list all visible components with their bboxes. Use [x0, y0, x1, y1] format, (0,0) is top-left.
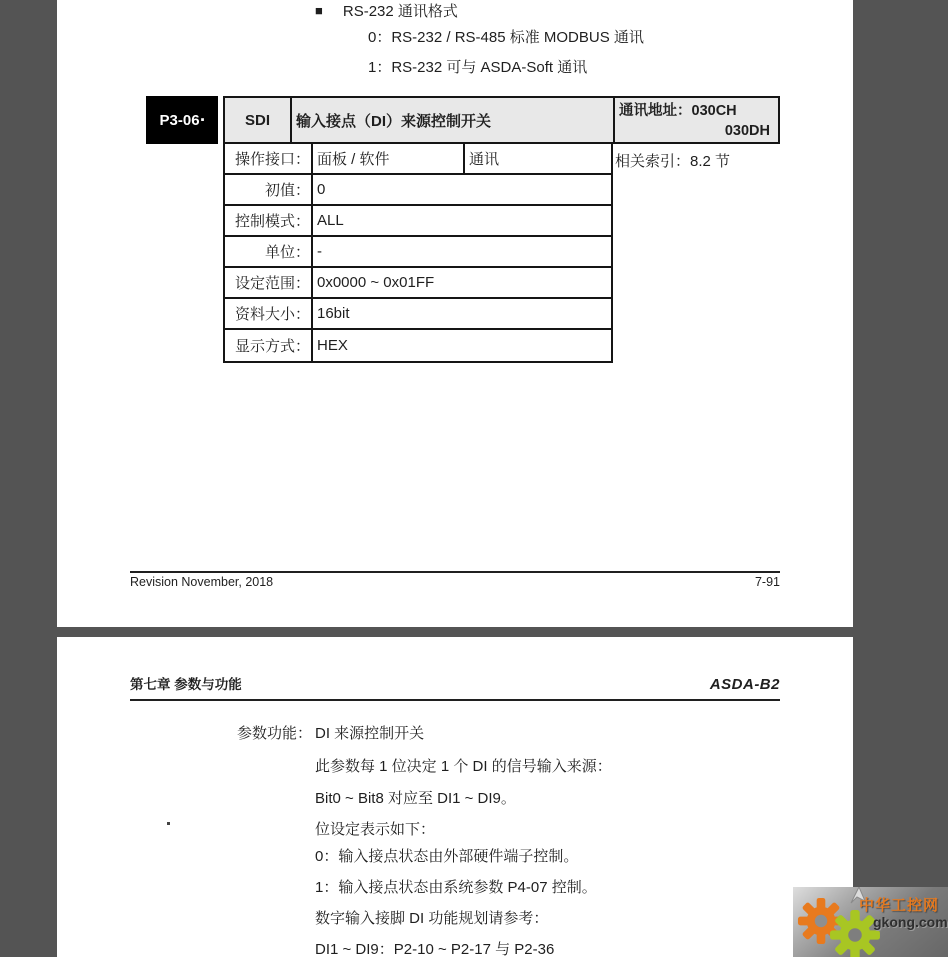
row-value: 面板 / 软件 — [313, 144, 465, 173]
param-abbr: SDI — [225, 98, 292, 142]
page-footer — [130, 575, 780, 589]
row-label: 设定范围： — [225, 268, 313, 297]
rs232-section-title — [315, 0, 458, 21]
row-value-2: 通讯 — [469, 151, 500, 168]
modified-marker-icon: ▪ — [200, 114, 205, 126]
table-row — [225, 299, 611, 330]
rs232-option-1: 1：RS-232 可与 ASDA-Soft 通讯 — [368, 59, 588, 76]
row-value: HEX — [317, 337, 348, 354]
table-row — [225, 144, 611, 175]
table-row — [225, 330, 611, 361]
function-line: 数字输入接脚 DI 功能规划请参考： — [315, 910, 549, 927]
comm-address-line1: 通讯地址：030CH — [619, 103, 737, 119]
rs232-title-text: RS-232 通讯格式 — [342, 3, 458, 20]
gkong-watermark — [793, 887, 948, 957]
param-table-body — [223, 144, 613, 363]
table-row — [225, 206, 611, 237]
comm-address-line2: 030DH — [724, 123, 770, 139]
function-line: DI 来源控制开关 — [315, 725, 425, 742]
row-label: 单位： — [225, 237, 313, 266]
header-divider — [130, 699, 780, 701]
revision-text: Revision November, 2018 — [130, 575, 274, 589]
table-row — [225, 268, 611, 299]
chapter-title: 第七章 参数与功能 — [130, 677, 242, 692]
row-value: ALL — [317, 212, 344, 229]
row-value: - — [317, 243, 322, 260]
row-label: 初值： — [225, 175, 313, 204]
page-bottom — [57, 637, 853, 957]
function-line: Bit0 ~ Bit8 对应至 DI1 ~ DI9。 — [315, 790, 516, 807]
function-line: 此参数每 1 位决定 1 个 DI 的信号输入来源： — [315, 758, 612, 775]
row-value: 0 — [317, 181, 326, 198]
function-line: 0：输入接点状态由外部硬件端子控制。 — [315, 848, 579, 865]
page-top — [57, 0, 853, 627]
function-line: DI1 ~ DI9：P2-10 ~ P2-17 与 P2-36 — [315, 941, 555, 957]
row-value: 0x0000 ~ 0x01FF — [317, 274, 435, 291]
page-number: 7-91 — [754, 575, 780, 589]
row-label: 操作接口： — [225, 144, 313, 173]
function-line: 位设定表示如下： — [315, 821, 436, 838]
param-id-badge — [146, 96, 218, 144]
function-line: 1：输入接点状态由系统参数 P4-07 控制。 — [315, 879, 597, 896]
rs232-option-0: 0：RS-232 / RS-485 标准 MODBUS 通讯 — [368, 29, 644, 46]
watermark-site-name: 中华工控网 — [859, 897, 940, 914]
function-label: 参数功能： — [236, 725, 312, 742]
asda-b2-logo: ASDA-B2 — [709, 676, 780, 693]
scan-artifact-dot — [167, 822, 170, 825]
page-header — [130, 673, 780, 693]
footer-divider — [130, 571, 780, 573]
table-row — [225, 237, 611, 268]
comm-address-cell — [615, 98, 778, 142]
row-label: 控制模式： — [225, 206, 313, 235]
row-value: 16bit — [317, 305, 350, 322]
square-bullet-icon: ■ — [315, 3, 323, 18]
param-id-text: P3-06 — [159, 111, 200, 129]
table-row — [225, 175, 611, 206]
param-table-header — [223, 96, 780, 144]
watermark-site-url: gkong.com — [873, 914, 948, 930]
param-name: 输入接点（DI）来源控制开关 — [292, 98, 615, 142]
related-index-note: 相关索引：8.2 节 — [615, 153, 731, 170]
row-label: 资料大小： — [225, 299, 313, 328]
row-label: 显示方式： — [225, 330, 313, 361]
